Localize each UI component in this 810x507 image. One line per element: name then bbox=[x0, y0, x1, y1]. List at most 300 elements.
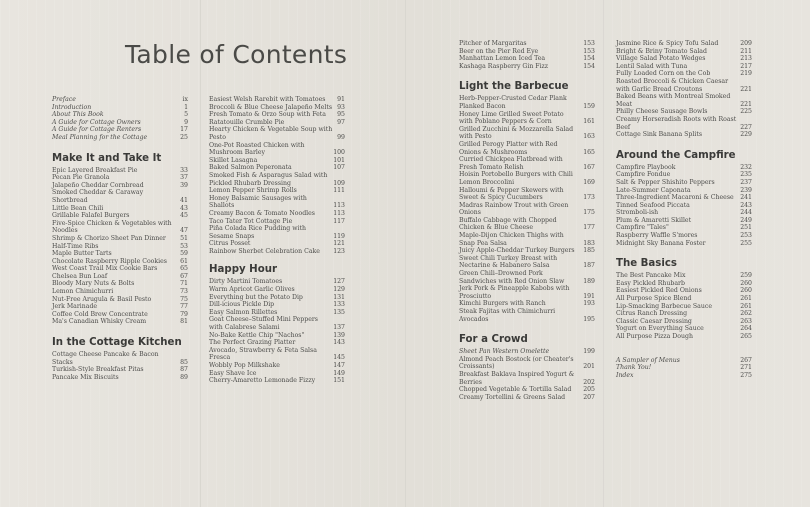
back-matter-list bbox=[616, 357, 752, 380]
toc-entry-page: 255 bbox=[740, 239, 752, 247]
toc-entry[interactable] bbox=[209, 294, 345, 302]
toc-entry-page: 47 bbox=[180, 227, 188, 235]
toc-entry[interactable] bbox=[459, 386, 595, 394]
toc-entry-page: 33 bbox=[180, 166, 188, 174]
toc-entry[interactable] bbox=[459, 371, 595, 386]
toc-entry-page: 244 bbox=[740, 209, 752, 217]
toc-entry-title: Baked Beans with Montreal Smoked Meat bbox=[616, 93, 731, 108]
toc-entry[interactable] bbox=[616, 232, 752, 240]
toc-entry[interactable] bbox=[616, 217, 752, 225]
toc-entry-page: 221 bbox=[740, 100, 752, 108]
toc-entry-title: Campfire Playbook bbox=[616, 163, 676, 171]
toc-entry-page: 275 bbox=[740, 371, 752, 379]
toc-entry-title: Midnight Sky Banana Foster bbox=[616, 239, 706, 247]
toc-entry-title: Ma's Canadian Whisky Cream bbox=[52, 318, 147, 326]
toc-entry-title: Almond Peach Bostock (or Cheater's Croissants) bbox=[459, 355, 574, 371]
toc-entry-page: 149 bbox=[333, 369, 345, 377]
toc-entry-title: Smoked Fish & Asparagus Salad with Pickled Rhubarb Dressing bbox=[209, 171, 328, 187]
toc-entry[interactable] bbox=[616, 63, 752, 71]
toc-entry[interactable] bbox=[616, 310, 752, 318]
toc-entry-title: About This Book bbox=[52, 111, 104, 119]
toc-entry[interactable] bbox=[209, 218, 345, 226]
toc-entry-page: 235 bbox=[740, 171, 752, 179]
toc-entry-page: 173 bbox=[583, 194, 595, 202]
toc-entry[interactable] bbox=[209, 301, 345, 309]
toc-entry-title: Jasmine Rice & Spicy Tofu Salad bbox=[616, 40, 719, 47]
toc-entry[interactable] bbox=[52, 280, 188, 288]
toc-entry[interactable] bbox=[52, 265, 188, 273]
toc-entry[interactable] bbox=[616, 364, 752, 372]
toc-entry-title: Campfire "Tales" bbox=[616, 224, 669, 232]
toc-entry-title: Nut-Free Arugula & Basil Pesto bbox=[52, 295, 152, 303]
toc-entry-title: Kimchi Burgers with Ranch bbox=[459, 300, 546, 308]
toc-entry[interactable] bbox=[52, 119, 188, 127]
toc-entry-title: Pecan Pie Granola bbox=[52, 174, 110, 182]
toc-entry[interactable] bbox=[616, 209, 752, 217]
toc-entry[interactable] bbox=[209, 309, 345, 317]
section-title-make-it: Make It and Take It bbox=[52, 152, 162, 164]
toc-entry[interactable] bbox=[52, 134, 188, 142]
toc-entry[interactable] bbox=[459, 394, 595, 402]
toc-entry-title: Avocado, Strawberry & Feta Salsa Fresca bbox=[209, 346, 317, 362]
toc-entry-page: 232 bbox=[740, 163, 752, 171]
toc-entry-title: Pitcher of Margaritas bbox=[459, 40, 527, 47]
toc-entry-page: 77 bbox=[180, 303, 188, 311]
toc-entry-page: 145 bbox=[333, 354, 345, 362]
toc-entry-page: 159 bbox=[583, 102, 595, 110]
toc-entry-title: Classic Caesar Dressing bbox=[616, 317, 692, 325]
toc-entry[interactable] bbox=[616, 224, 752, 232]
toc-entry-title: Skillet Lasagna bbox=[209, 156, 258, 164]
toc-entry[interactable] bbox=[209, 347, 345, 362]
toc-entry-page: 163 bbox=[583, 133, 595, 141]
toc-entry-page: 135 bbox=[333, 308, 345, 316]
toc-entry-page: 227 bbox=[740, 123, 752, 131]
toc-entry-title: The Perfect Grazing Platter bbox=[209, 339, 296, 347]
toc-entry-page: 183 bbox=[583, 239, 595, 247]
toc-entry-title: A Guide for Cottage Owners bbox=[52, 118, 141, 126]
toc-entry-title: Smoked Cheddar & Caraway Shortbread bbox=[52, 189, 144, 204]
toc-entry-title: Village Salad Potato Wedges bbox=[616, 55, 706, 63]
toc-entry-title: Breakfast Baklava Inspired Yogurt & Berries bbox=[459, 370, 575, 386]
toc-entry-page: 143 bbox=[333, 339, 345, 347]
toc-entry[interactable] bbox=[616, 78, 752, 93]
toc-entry[interactable] bbox=[616, 171, 752, 179]
toc-entry-title: Hearty Chicken & Vegetable Soup with Pesto bbox=[209, 126, 333, 141]
toc-entry-page: 187 bbox=[583, 262, 595, 270]
toc-entry-page: 253 bbox=[740, 232, 752, 240]
toc-entry-page: 154 bbox=[583, 62, 595, 70]
toc-entry[interactable] bbox=[209, 126, 345, 141]
toc-entry-title: Lemon Chimichurri bbox=[52, 288, 114, 296]
toc-entry[interactable] bbox=[52, 243, 188, 251]
toc-entry[interactable] bbox=[616, 194, 752, 202]
toc-entry[interactable] bbox=[52, 258, 188, 266]
toc-entry[interactable] bbox=[209, 119, 345, 127]
toc-entry[interactable] bbox=[209, 210, 345, 218]
toc-entry-title: Lip-Smacking Barbecue Sauce bbox=[616, 302, 712, 310]
happy-hour-list bbox=[209, 278, 345, 384]
toc-entry[interactable] bbox=[209, 96, 345, 104]
toc-entry-page: 237 bbox=[740, 178, 752, 186]
section-title-basics: The Basics bbox=[616, 258, 677, 270]
toc-entry-page: 243 bbox=[740, 201, 752, 209]
toc-entry[interactable] bbox=[52, 366, 188, 374]
toc-entry-page: 199 bbox=[583, 348, 595, 356]
toc-entry[interactable] bbox=[52, 303, 188, 311]
toc-entry-page: 113 bbox=[333, 209, 345, 217]
crowd-list bbox=[459, 348, 595, 401]
toc-entry[interactable] bbox=[459, 270, 595, 285]
toc-entry[interactable] bbox=[209, 332, 345, 340]
toc-entry-title: Creamy Bacon & Tomato Noodles bbox=[209, 209, 315, 217]
toc-entry[interactable] bbox=[52, 288, 188, 296]
toc-entry[interactable] bbox=[459, 187, 595, 202]
toc-column-2 bbox=[209, 96, 345, 385]
toc-entry[interactable] bbox=[459, 356, 595, 371]
toc-entry[interactable] bbox=[209, 195, 345, 210]
barbecue-list bbox=[459, 95, 595, 323]
toc-entry-page: 260 bbox=[740, 279, 752, 287]
toc-entry-page: 79 bbox=[180, 310, 188, 318]
toc-entry-title: Late-Summer Caponata bbox=[616, 186, 691, 194]
kitchen-list-continued bbox=[209, 96, 345, 255]
toc-entry-page: 17 bbox=[180, 126, 188, 134]
toc-entry-page: 264 bbox=[740, 325, 752, 333]
toc-entry-page: 43 bbox=[180, 204, 188, 212]
toc-entry-title: Stromboli-ish bbox=[616, 209, 659, 217]
toc-entry[interactable] bbox=[209, 316, 345, 331]
toc-entry-title: Five-Spice Chicken & Vegetables with Noodles bbox=[52, 219, 172, 235]
toc-entry-page: 249 bbox=[740, 216, 752, 224]
toc-entry-title: Ratatouille Crumble Pie bbox=[209, 118, 285, 126]
toc-entry[interactable] bbox=[616, 187, 752, 195]
toc-entry-page: 261 bbox=[740, 302, 752, 310]
toc-entry-page: 61 bbox=[180, 257, 188, 265]
toc-entry[interactable] bbox=[459, 247, 595, 255]
toc-entry-title: Kashaga Raspberry Gin Fizz bbox=[459, 62, 549, 70]
toc-entry[interactable] bbox=[52, 351, 188, 366]
toc-entry-page: 45 bbox=[180, 212, 188, 220]
toc-entry[interactable] bbox=[459, 308, 595, 323]
toc-entry-title: Jerk Marinade bbox=[52, 303, 98, 311]
toc-entry[interactable] bbox=[616, 179, 752, 187]
toc-entry[interactable] bbox=[209, 111, 345, 119]
toc-entry[interactable] bbox=[52, 318, 188, 326]
toc-entry-title: Lentil Salad with Tuna bbox=[616, 62, 688, 70]
toc-entry-page: 123 bbox=[333, 247, 345, 255]
toc-entry[interactable] bbox=[459, 48, 595, 56]
toc-entry-title: Cherry-Amaretto Lemonade Fizzy bbox=[209, 377, 316, 385]
toc-entry-page: 205 bbox=[583, 386, 595, 394]
toc-entry-page: 131 bbox=[333, 293, 345, 301]
toc-entry-page: 100 bbox=[333, 149, 345, 157]
toc-entry-title: Grillable Falafel Burgers bbox=[52, 212, 130, 220]
toc-entry[interactable] bbox=[616, 202, 752, 210]
toc-entry-title: Pancake Mix Biscuits bbox=[52, 373, 119, 381]
toc-entry[interactable] bbox=[209, 104, 345, 112]
toc-entry-page: 202 bbox=[583, 378, 595, 386]
toc-entry[interactable] bbox=[459, 202, 595, 217]
toc-entry-title: Fully Loaded Corn on the Cob bbox=[616, 70, 711, 78]
toc-entry-page: 87 bbox=[180, 366, 188, 374]
toc-entry[interactable] bbox=[616, 240, 752, 248]
basics-list bbox=[616, 272, 752, 340]
toc-entry[interactable] bbox=[209, 240, 345, 248]
toc-entry-title: Chelsea Bun Loaf bbox=[52, 272, 108, 280]
toc-entry[interactable] bbox=[209, 157, 345, 165]
toc-entry[interactable] bbox=[616, 303, 752, 311]
toc-entry[interactable] bbox=[459, 255, 595, 270]
toc-entry-page: 97 bbox=[337, 118, 345, 126]
toc-entry[interactable] bbox=[459, 95, 595, 110]
toc-entry-page: 51 bbox=[180, 234, 188, 242]
toc-entry-page: 59 bbox=[180, 250, 188, 258]
toc-entry-page: 147 bbox=[333, 362, 345, 369]
toc-entry-title: All Purpose Spice Blend bbox=[616, 295, 692, 303]
toc-entry[interactable] bbox=[616, 372, 752, 380]
toc-entry[interactable] bbox=[459, 40, 595, 48]
toc-entry[interactable] bbox=[616, 116, 752, 131]
toc-entry-page: 262 bbox=[740, 310, 752, 318]
toc-entry-title: Chopped Vegetable & Tortilla Salad bbox=[459, 386, 572, 394]
toc-entry-page: 111 bbox=[333, 187, 345, 195]
toc-entry-title: Shrimp & Chorizo Sheet Pan Dinner bbox=[52, 234, 166, 242]
toc-entry[interactable] bbox=[209, 172, 345, 187]
toc-entry[interactable] bbox=[616, 48, 752, 56]
toc-entry-page: ix bbox=[182, 96, 188, 103]
toc-entry-title: Grilled Perogy Platter with Red Onions & Mushrooms bbox=[459, 140, 558, 156]
toc-column-1 bbox=[52, 96, 188, 381]
toc-entry[interactable] bbox=[616, 287, 752, 295]
toc-entry[interactable] bbox=[616, 164, 752, 172]
toc-entry-page: 53 bbox=[180, 242, 188, 250]
toc-entry[interactable] bbox=[616, 325, 752, 333]
toc-entry[interactable] bbox=[52, 220, 188, 235]
toc-entry[interactable] bbox=[52, 235, 188, 243]
toc-entry[interactable] bbox=[209, 370, 345, 378]
toc-entry-page: 101 bbox=[333, 156, 345, 164]
toc-entry-title: Preface bbox=[52, 96, 76, 103]
column-divider-2 bbox=[603, 0, 604, 507]
toc-entry[interactable] bbox=[209, 225, 345, 240]
toc-entry-title: One-Pot Roasted Chicken with Mushroom Barley bbox=[209, 141, 305, 157]
toc-entry-title: No-Bake Kettle Chip "Nachos" bbox=[209, 331, 305, 339]
toc-entry[interactable] bbox=[52, 250, 188, 258]
section-title-kitchen: In the Cottage Kitchen bbox=[52, 337, 182, 349]
toc-entry[interactable] bbox=[616, 333, 752, 341]
toc-entry-title: Everything but the Potato Dip bbox=[209, 293, 303, 301]
toc-entry-page: 39 bbox=[180, 181, 188, 189]
toc-entry[interactable] bbox=[52, 174, 188, 182]
toc-entry[interactable] bbox=[52, 104, 188, 112]
toc-entry-page: 267 bbox=[740, 356, 752, 364]
toc-entry[interactable] bbox=[459, 156, 595, 171]
toc-entry[interactable] bbox=[209, 164, 345, 172]
toc-entry-title: Plum & Amaretti Skillet bbox=[616, 216, 692, 224]
toc-entry[interactable] bbox=[459, 126, 595, 141]
toc-entry-page: 191 bbox=[583, 292, 595, 300]
toc-entry-page: 265 bbox=[740, 333, 752, 340]
toc-entry[interactable] bbox=[209, 286, 345, 294]
toc-entry-page: 211 bbox=[740, 47, 752, 55]
toc-entry[interactable] bbox=[209, 377, 345, 385]
toc-entry-title: Index bbox=[616, 371, 634, 379]
toc-entry-title: Easy Salmon Rillettes bbox=[209, 308, 278, 316]
toc-entry-title: Halloumi & Pepper Skewers with Sweet & Spicy Cucumbers bbox=[459, 186, 564, 202]
toc-entry[interactable] bbox=[459, 141, 595, 156]
toc-entry-page: 91 bbox=[337, 96, 345, 103]
toc-entry-page: 239 bbox=[740, 186, 752, 194]
toc-entry-page: 207 bbox=[583, 393, 595, 401]
toc-entry-title: Jerk Pork & Pineapple Kabobs with Prosciutto bbox=[459, 285, 570, 300]
toc-entry[interactable] bbox=[52, 205, 188, 213]
toc-entry-title: Rainbow Sherbet Celebration Cake bbox=[209, 247, 320, 255]
toc-entry[interactable] bbox=[52, 296, 188, 304]
toc-entry-title: Baked Salmon Peperonata bbox=[209, 164, 292, 172]
toc-entry[interactable] bbox=[209, 278, 345, 286]
toc-entry[interactable] bbox=[52, 182, 188, 190]
toc-entry[interactable] bbox=[209, 339, 345, 347]
toc-entry-page: 201 bbox=[583, 363, 595, 371]
toc-entry-page: 119 bbox=[333, 232, 345, 240]
toc-entry[interactable] bbox=[616, 318, 752, 326]
toc-entry-page: 99 bbox=[337, 133, 345, 141]
toc-entry[interactable] bbox=[459, 285, 595, 300]
toc-entry-page: 175 bbox=[583, 209, 595, 217]
section-title-campfire: Around the Campfire bbox=[616, 149, 736, 161]
toc-entry-page: 71 bbox=[180, 280, 188, 288]
toc-entry-page: 260 bbox=[740, 287, 752, 295]
toc-entry-page: 263 bbox=[740, 317, 752, 325]
toc-entry[interactable] bbox=[459, 300, 595, 308]
toc-entry-page: 259 bbox=[740, 272, 752, 280]
toc-entry[interactable] bbox=[209, 187, 345, 195]
toc-entry-title: Herb-Pepper-Crusted Cedar Plank Planked Bacon bbox=[459, 95, 567, 110]
toc-entry-page: 109 bbox=[333, 179, 345, 187]
toc-entry-page: 229 bbox=[740, 131, 752, 139]
toc-entry-title: Raspberry Waffle S'mores bbox=[616, 232, 698, 240]
toc-entry[interactable] bbox=[616, 295, 752, 303]
toc-entry-title: West Coast Trail Mix Cookie Bars bbox=[52, 265, 158, 273]
toc-entry[interactable] bbox=[209, 248, 345, 256]
toc-entry-title: Bright & Briny Tomato Salad bbox=[616, 47, 707, 55]
toc-entry[interactable] bbox=[616, 108, 752, 116]
toc-entry-page: 154 bbox=[583, 55, 595, 63]
toc-entry[interactable] bbox=[52, 189, 188, 204]
toc-entry[interactable] bbox=[459, 232, 595, 247]
toc-entry-page: 67 bbox=[180, 272, 188, 280]
toc-entry-page: 75 bbox=[180, 295, 188, 303]
toc-entry[interactable] bbox=[616, 55, 752, 63]
toc-entry-title: Easy Pickled Rhubarb bbox=[616, 279, 685, 287]
toc-entry-title: Tinned Seafood Piccata bbox=[616, 201, 690, 209]
toc-entry[interactable] bbox=[52, 111, 188, 119]
toc-entry[interactable] bbox=[52, 273, 188, 281]
toc-entry-page: 139 bbox=[333, 331, 345, 339]
toc-entry-title: Beer on the Pier Red Eye bbox=[459, 47, 539, 55]
toc-entry-page: 195 bbox=[583, 315, 595, 323]
toc-entry-page: 65 bbox=[180, 265, 188, 273]
toc-entry-page: 189 bbox=[583, 277, 595, 285]
toc-entry-page: 167 bbox=[583, 163, 595, 171]
toc-entry-page: 127 bbox=[333, 278, 345, 286]
toc-entry[interactable] bbox=[459, 171, 595, 186]
toc-entry[interactable] bbox=[616, 70, 752, 78]
toc-entry-page: 219 bbox=[740, 70, 752, 78]
toc-entry-page: 25 bbox=[180, 133, 188, 141]
toc-entry-page: 221 bbox=[740, 85, 752, 93]
toc-entry-page: 165 bbox=[583, 148, 595, 156]
toc-entry[interactable] bbox=[459, 63, 595, 71]
toc-entry-page: 177 bbox=[583, 224, 595, 232]
toc-entry-title: Cottage Cheese Pancake & Bacon Stacks bbox=[52, 351, 159, 366]
toc-entry-title: Fresh Tomato & Orzo Soup with Feta bbox=[209, 111, 326, 119]
toc-entry[interactable] bbox=[52, 96, 188, 104]
toc-entry[interactable] bbox=[52, 374, 188, 382]
toc-entry-title: Easiest Pickled Red Onions bbox=[616, 287, 702, 295]
toc-entry-title: A Sampler of Menus bbox=[616, 356, 680, 364]
toc-entry-title: Goat Cheese–Stuffed Mini Peppers with Calabrese Salami bbox=[209, 316, 318, 332]
toc-entry[interactable] bbox=[616, 40, 752, 48]
toc-entry-title: Creamy Tortellini & Greens Salad bbox=[459, 393, 566, 401]
toc-entry-title: Sheet Pan Western Omelette bbox=[459, 348, 550, 356]
toc-entry[interactable] bbox=[459, 55, 595, 63]
toc-entry-title: Citrus Posset bbox=[209, 240, 251, 248]
toc-entry-page: 209 bbox=[740, 40, 752, 47]
toc-entry-title: Half-Time Ribs bbox=[52, 242, 99, 250]
toc-entry[interactable] bbox=[459, 217, 595, 232]
toc-entry[interactable] bbox=[616, 93, 752, 108]
toc-entry[interactable] bbox=[52, 311, 188, 319]
toc-entry-title: Citrus Ranch Dressing bbox=[616, 310, 688, 318]
toc-entry-title: Honey Lime Grilled Sweet Potato with Poblano Peppers & Corn bbox=[459, 110, 564, 126]
toc-entry-title: Maple Butter Tarts bbox=[52, 250, 112, 258]
toc-entry-title: Cottage Sink Banana Splits bbox=[616, 131, 702, 139]
toc-column-3 bbox=[459, 40, 595, 401]
toc-entry[interactable] bbox=[209, 362, 345, 370]
toc-entry-page: 95 bbox=[337, 111, 345, 119]
toc-entry-page: 1 bbox=[184, 103, 188, 111]
toc-entry-title: Bloody Mary Nuts & Bolts bbox=[52, 280, 135, 288]
toc-entry-page: 133 bbox=[333, 301, 345, 309]
page-title: Table of Contents bbox=[125, 40, 348, 69]
toc-entry-page: 153 bbox=[583, 47, 595, 55]
toc-entry-title: Meal Planning for the Cottage bbox=[52, 133, 148, 141]
toc-entry[interactable] bbox=[616, 357, 752, 365]
toc-entry-title: Juicy Apple-Cheddar Turkey Burgers bbox=[459, 247, 575, 255]
toc-column-4 bbox=[616, 40, 752, 379]
toc-entry[interactable] bbox=[459, 348, 595, 356]
front-matter-list bbox=[52, 96, 188, 142]
toc-entry[interactable] bbox=[52, 212, 188, 220]
toc-entry[interactable] bbox=[52, 167, 188, 175]
toc-entry[interactable] bbox=[616, 131, 752, 139]
toc-entry-page: 107 bbox=[333, 164, 345, 172]
toc-entry-title: Philly Cheese Sausage Bowls bbox=[616, 108, 708, 116]
toc-entry-title: Three-Ingredient Macaroni & Cheese bbox=[616, 194, 734, 202]
toc-entry[interactable] bbox=[616, 280, 752, 288]
toc-entry-title: Little Bean Chili bbox=[52, 204, 104, 212]
toc-entry[interactable] bbox=[459, 111, 595, 126]
toc-entry-title: Wobbly Pop Milkshake bbox=[209, 362, 280, 369]
toc-entry[interactable] bbox=[52, 126, 188, 134]
toc-entry-page: 81 bbox=[180, 318, 188, 326]
toc-entry[interactable] bbox=[209, 142, 345, 157]
toc-entry-page: 193 bbox=[583, 300, 595, 308]
toc-entry-page: 93 bbox=[337, 103, 345, 111]
toc-entry[interactable] bbox=[616, 272, 752, 280]
